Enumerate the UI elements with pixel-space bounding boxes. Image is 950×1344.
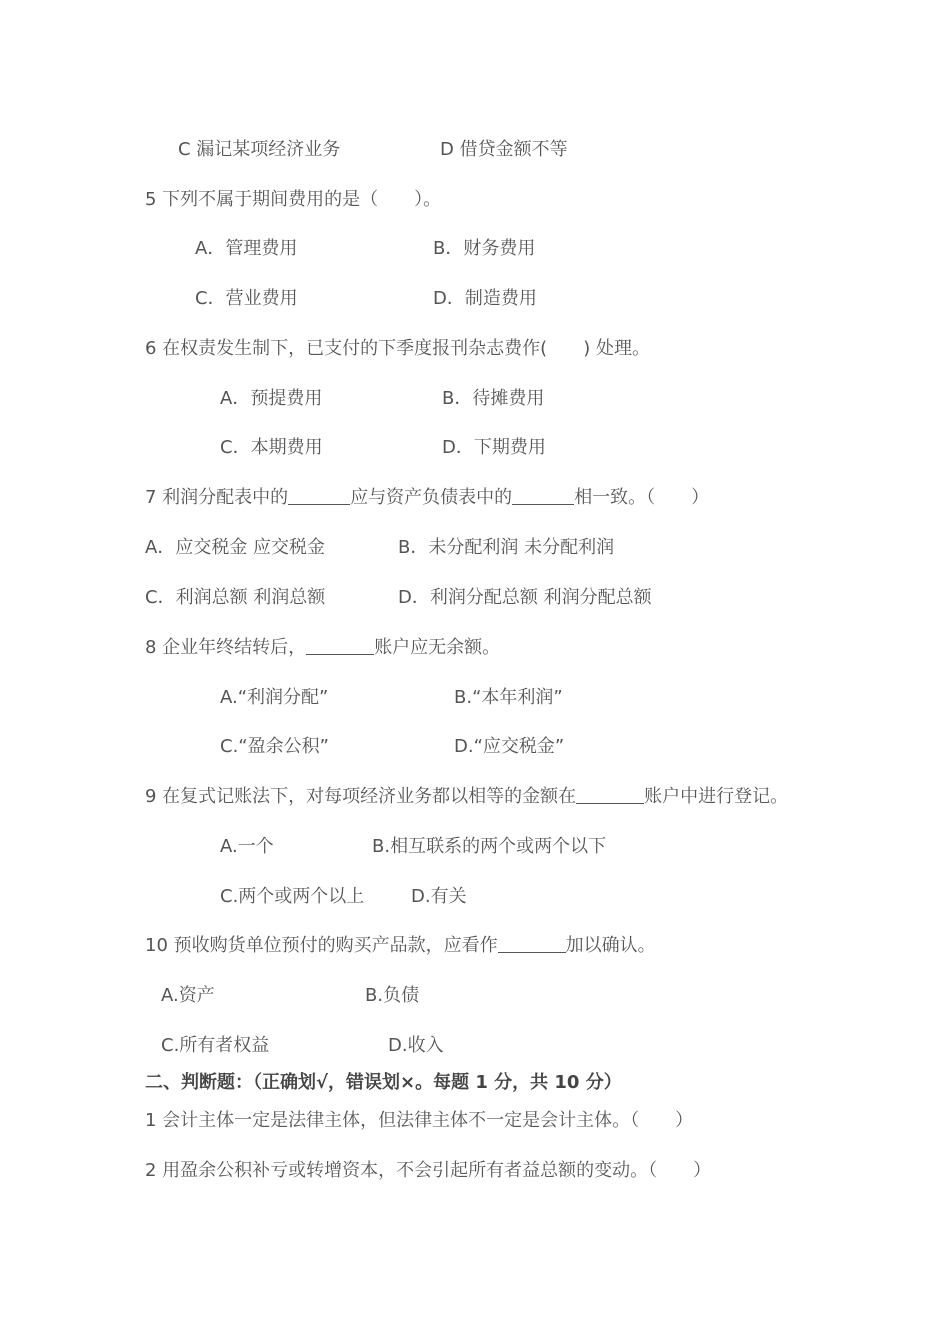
- q8-stem-post: 账户应无余额。: [374, 637, 501, 658]
- q8-option-a: A.“利润分配”: [220, 687, 329, 708]
- q8-stem: [145, 636, 500, 660]
- q9-blank: [576, 785, 644, 804]
- q5-option-a: A．管理费用: [195, 238, 298, 259]
- q7-stem-post: 相一致。（ ）: [574, 487, 710, 508]
- q4-option-d: D 借贷金额不等: [440, 139, 568, 160]
- q9-stem-post: 账户中进行登记。: [644, 786, 789, 807]
- q5-option-d: D．制造费用: [433, 288, 537, 309]
- q4-option-c: C 漏记某项经济业务: [178, 139, 341, 160]
- q7-option-d: D．利润分配总额 利润分配总额: [398, 587, 652, 608]
- q10-option-a: A.资产: [161, 985, 215, 1006]
- q7-blank-1: [288, 486, 350, 505]
- q8-option-b: B.“本年利润”: [454, 687, 563, 708]
- q10-option-d: D.收入: [388, 1035, 444, 1056]
- q9-option-c: C.两个或两个以上: [220, 886, 365, 907]
- q5-stem: 5 下列不属于期间费用的是（ ）。: [145, 189, 442, 210]
- q7-stem-mid: 应与资产负债表中的: [350, 487, 513, 508]
- q7-option-b: B．未分配利润 未分配利润: [398, 537, 615, 558]
- q8-blank: [306, 636, 374, 655]
- q6-option-d: D．下期费用: [442, 437, 546, 458]
- q7-option-a: A．应交税金 应交税金: [145, 537, 326, 558]
- q9-option-d: D.有关: [411, 886, 467, 907]
- q7-option-c: C．利润总额 利润总额: [145, 587, 326, 608]
- q8-stem-pre: 8 企业年终结转后，: [145, 637, 307, 658]
- q10-stem: [145, 934, 656, 958]
- q10-option-c: C.所有者权益: [161, 1035, 270, 1056]
- q10-stem-pre: 10 预收购货单位预付的购买产品款，应看作: [145, 935, 498, 956]
- q6-option-b: B．待摊费用: [442, 388, 545, 409]
- section-heading-true-false: 二、判断题：（正确划√，错误划×。每题 1 分，共 10 分）: [145, 1072, 622, 1093]
- q10-stem-post: 加以确认。: [565, 935, 656, 956]
- q6-option-c: C．本期费用: [220, 437, 323, 458]
- tf-item-2: 2 用盈余公积补亏或转增资本，不会引起所有者益总额的变动。（ ）: [145, 1160, 712, 1181]
- q9-stem-pre: 9 在复式记账法下，对每项经济业务都以相等的金额在: [145, 786, 577, 807]
- q6-stem: 6 在权责发生制下，已支付的下季度报刊杂志费作( ) 处理。: [145, 338, 650, 359]
- q5-option-b: B．财务费用: [433, 238, 536, 259]
- q10-blank: [498, 934, 566, 953]
- q7-stem: [145, 486, 709, 510]
- q9-option-b: B.相互联系的两个或两个以下: [372, 836, 607, 857]
- q7-blank-2: [512, 486, 574, 505]
- q9-option-a: A.一个: [220, 836, 274, 857]
- q10-option-b: B.负债: [365, 985, 420, 1006]
- q5-option-c: C．营业费用: [195, 288, 298, 309]
- q8-option-c: C.“盈余公积”: [220, 736, 329, 757]
- q7-stem-pre: 7 利润分配表中的: [145, 487, 289, 508]
- tf-item-1: 1 会计主体一定是法律主体，但法律主体不一定是会计主体。（ ）: [145, 1110, 694, 1131]
- q8-option-d: D.“应交税金”: [454, 736, 565, 757]
- q9-stem: [145, 785, 788, 809]
- q6-option-a: A．预提费用: [220, 388, 323, 409]
